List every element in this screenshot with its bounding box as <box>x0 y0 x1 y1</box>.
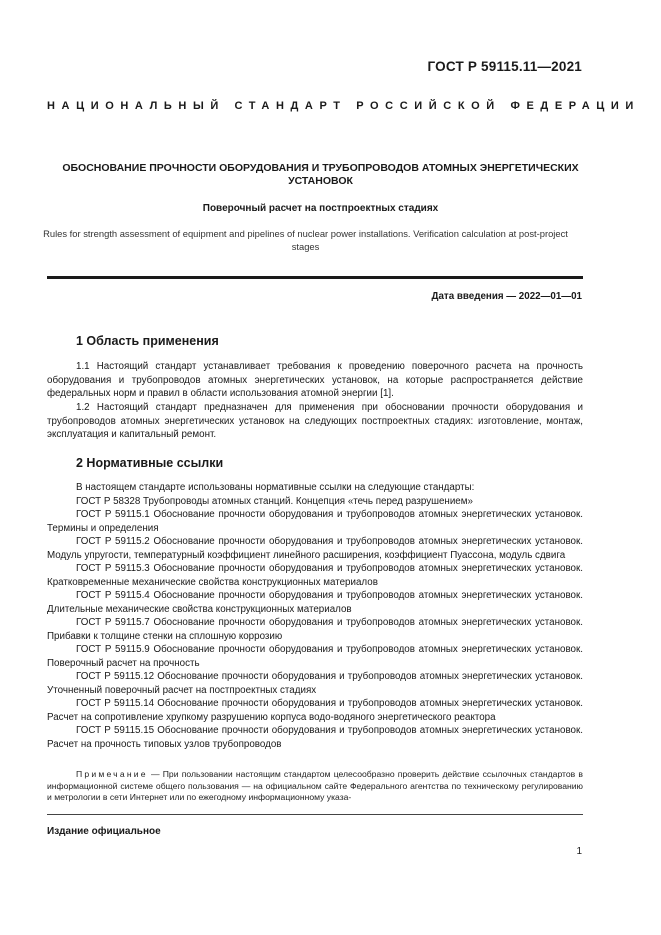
national-standard-heading: НАЦИОНАЛЬНЫЙ СТАНДАРТ РОССИЙСКОЙ ФЕДЕРАЦИИ <box>47 100 640 112</box>
page-number: 1 <box>576 846 582 857</box>
list-item: ГОСТ Р 59115.14 Обоснование прочности оборудования и трубопроводов атомных энергетических установок. Расчет на сопротивление хрупкому разрушению корпуса водо-водяного энергетического реактора <box>47 698 583 723</box>
list-item: ГОСТ Р 59115.7 Обоснование прочности оборудования и трубопроводов атомных энергетических установок. Прибавки к толщине стенки на сплошную коррозию <box>47 617 583 642</box>
list-item: ГОСТ Р 59115.9 Обоснование прочности оборудования и трубопроводов атомных энергетических установок. Поверочный расчет на прочность <box>47 644 583 669</box>
list-item: ГОСТ Р 59115.12 Обоснование прочности оборудования и трубопроводов атомных энергетических установок. Уточненный поверочный расчет на постпроектных стадиях <box>47 671 583 696</box>
list-item: ГОСТ Р 59115.2 Обоснование прочности оборудования и трубопроводов атомных энергетических установок. Модуль упругости, температурный коэффициент линейного расширения, коэффициент Пуассона, модуль сдвига <box>47 536 583 561</box>
note <box>47 769 583 804</box>
list-item: ГОСТ Р 59115.3 Обоснование прочности оборудования и трубопроводов атомных энергетических установок. Кратковременные механические свойства конструкционных материалов <box>47 563 583 588</box>
list-item: ГОСТ Р 59115.4 Обоснование прочности оборудования и трубопроводов атомных энергетических установок. Длительные механические свойства конструкционных материалов <box>47 590 583 615</box>
document-subtitle: Поверочный расчет на постпроектных стадиях <box>202 203 439 214</box>
list-item: ГОСТ Р 58328 Трубопроводы атомных станций. Концепция «течь перед разрушением» <box>76 495 473 507</box>
standard-number: ГОСТ Р 59115.11—2021 <box>427 59 582 74</box>
note-text: — При пользовании настоящим стандартом целесообразно проверить действие ссылочных стандартов в информационной системе общего пользования — на официальном сайте Федерального агентства по техническому регулированию и метрологии в сети Интернет или по ежегодному информационному указа- <box>47 769 583 802</box>
edition-label: Издание официальное <box>47 826 161 837</box>
footer-divider <box>47 814 583 815</box>
title-rule <box>47 276 583 279</box>
section-1-title: 1 Область применения <box>76 334 219 348</box>
note-label: Примечание <box>76 769 148 779</box>
introduction-date: Дата введения — 2022—01—01 <box>431 291 582 302</box>
paragraph-1-1: 1.1 Настоящий стандарт устанавливает требования к проведению поверочного расчета на прочность оборудования и трубопроводов атомных энергетических установок, на которые распространяется действие федеральных норм и правил в области использования атомной энергии [1]. <box>47 361 583 399</box>
list-item: ГОСТ Р 59115.1 Обоснование прочности оборудования и трубопроводов атомных энергетических установок. Термины и определения <box>47 509 583 534</box>
list-item: В настоящем стандарте использованы нормативные ссылки на следующие стандарты: <box>76 482 475 493</box>
english-title: Rules for strength assessment of equipment and pipelines of nuclear power installations. Verification calculation at post-project stages <box>43 228 568 252</box>
list-item: ГОСТ Р 59115.15 Обоснование прочности оборудования и трубопроводов атомных энергетических установок. Расчет на прочность типовых узлов трубопроводов <box>47 725 583 750</box>
document-title: ОБОСНОВАНИЕ ПРОЧНОСТИ ОБОРУДОВАНИЯ И ТРУБОПРОВОДОВ АТОМНЫХ ЭНЕРГЕТИЧЕСКИХ УСТАНОВОК <box>62 162 579 187</box>
section-2-title: 2 Нормативные ссылки <box>76 456 224 470</box>
normative-references-list <box>47 481 583 751</box>
paragraph-1-2: 1.2 Настоящий стандарт предназначен для применения при обосновании прочности оборудования и трубопроводов атомных энергетических установок на следующих постпроектных стадиях: изготовление, монтаж, эксплуатация и капитальный ремонт. <box>47 402 583 440</box>
